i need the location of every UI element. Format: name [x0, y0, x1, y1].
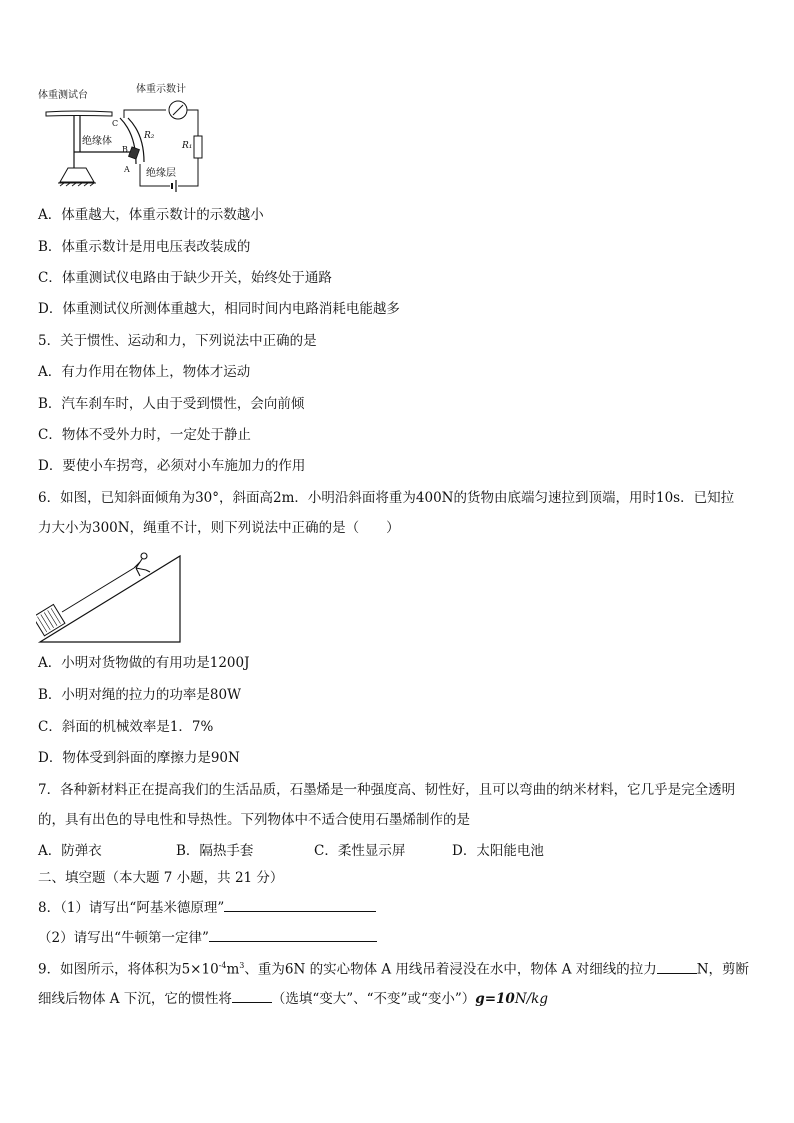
q5-option-a: A．有力作用在物体上，物体才运动 [38, 364, 251, 380]
q7-options [38, 842, 544, 860]
q7-stem-line1: 7．各种新材料正在提高我们的生活品质，石墨烯是一种强度高、韧性好，且可以弯曲的纳米材料，它几乎是完全透明 [38, 782, 736, 798]
q4-option-b: B．体重示数计是用电压表改装成的 [38, 239, 251, 255]
q9-exp1: -4 [218, 961, 227, 970]
q6-option-c: C．斜面的机械效率是1．7% [38, 719, 214, 735]
q7-option-a: A．防弹衣 [38, 843, 102, 859]
q7-option-d: D．太阳能电池 [452, 843, 544, 859]
q6-stem-line2: 力大小为300N，绳重不计，则下列说法中正确的是（ ） [38, 520, 400, 536]
q8-part2-text: （2）请写出“牛顿第一定律” [38, 930, 209, 946]
q9-blank-inertia[interactable] [232, 988, 272, 1003]
q9-text-b: m [226, 961, 240, 978]
q8-part1-text: 8．（1）请写出“阿基米德原理” [38, 900, 225, 916]
q4-option-d: D．体重测试仪所测体重越大，相同时间内电路消耗电能越多 [38, 301, 400, 317]
a-label: A [124, 165, 130, 174]
q9-blank-force[interactable] [657, 959, 697, 974]
platform-label: 体重测试台 [38, 90, 88, 101]
q9-g-value: g=10 [475, 991, 515, 1007]
incline-diagram [36, 550, 184, 646]
q5-option-c: C．物体不受外力时，一定处于静止 [38, 427, 251, 443]
meter-label: 体重示数计 [136, 84, 186, 95]
q8-part1 [38, 897, 376, 917]
insulating-layer-label: 绝缘层 [146, 168, 176, 179]
q4-option-c: C．体重测试仪电路由于缺少开关，始终处于通路 [38, 270, 332, 286]
q5-option-d: D．要使小车拐弯，必须对小车施加力的作用 [38, 458, 306, 474]
q7-stem-line2: 的，具有出色的导电性和导热性。下列物体中不适合使用石墨烯制作的是 [38, 812, 470, 828]
q9-stem-line1 [38, 957, 749, 979]
q9-text-e: 细线后物体 A 下沉，它的惯性将 [38, 991, 232, 1007]
q9-exp2: 3 [239, 961, 245, 970]
q9-text-a: 9．如图所示，将体积为5×10 [38, 961, 219, 978]
q9-stem-line2 [38, 988, 548, 1008]
q9-text-c: 、重为6N 的实心物体 A 用线吊着浸没在水中，物体 A 对细线的拉力 [244, 961, 657, 978]
q7-option-c: C．柔性显示屏 [314, 843, 406, 859]
q8-part2-blank[interactable] [209, 927, 377, 942]
q7-option-b: B．隔热手套 [176, 843, 254, 859]
q5-stem: 5．关于惯性、运动和力，下列说法中正确的是 [38, 333, 317, 349]
r1-label: R₁ [182, 141, 193, 151]
weight-tester-circuit-diagram [36, 82, 212, 194]
q6-stem-line1: 6．如图，已知斜面倾角为30°，斜面高2m．小明沿斜面将重为400N的货物由底端匀速拉到顶端，用时10s．已知拉 [38, 490, 735, 506]
insulator-label: 绝缘体 [82, 136, 112, 147]
q6-option-d: D．物体受到斜面的摩擦力是90N [38, 750, 240, 766]
q9-text-f: （选填“变大”、“不变”或“变小”） [271, 991, 476, 1007]
q6-option-b: B．小明对绳的拉力的功率是80W [38, 687, 241, 703]
b-label: B [122, 145, 128, 154]
q8-part2 [38, 927, 377, 947]
q4-option-a: A．体重越大，体重示数计的示数越小 [38, 207, 264, 223]
c-label: C [112, 119, 119, 128]
q9-text-d: N，剪断 [696, 961, 750, 978]
r2-label: R₂ [144, 131, 155, 141]
q9-g-unit: N/kg [514, 991, 548, 1007]
section-title: 二、填空题（本大题 7 小题，共 21 分） [38, 870, 284, 886]
q5-option-b: B．汽车刹车时，人由于受到惯性，会向前倾 [38, 396, 305, 412]
q6-option-a: A．小明对货物做的有用功是1200J [38, 655, 250, 671]
q8-part1-blank[interactable] [224, 897, 376, 912]
